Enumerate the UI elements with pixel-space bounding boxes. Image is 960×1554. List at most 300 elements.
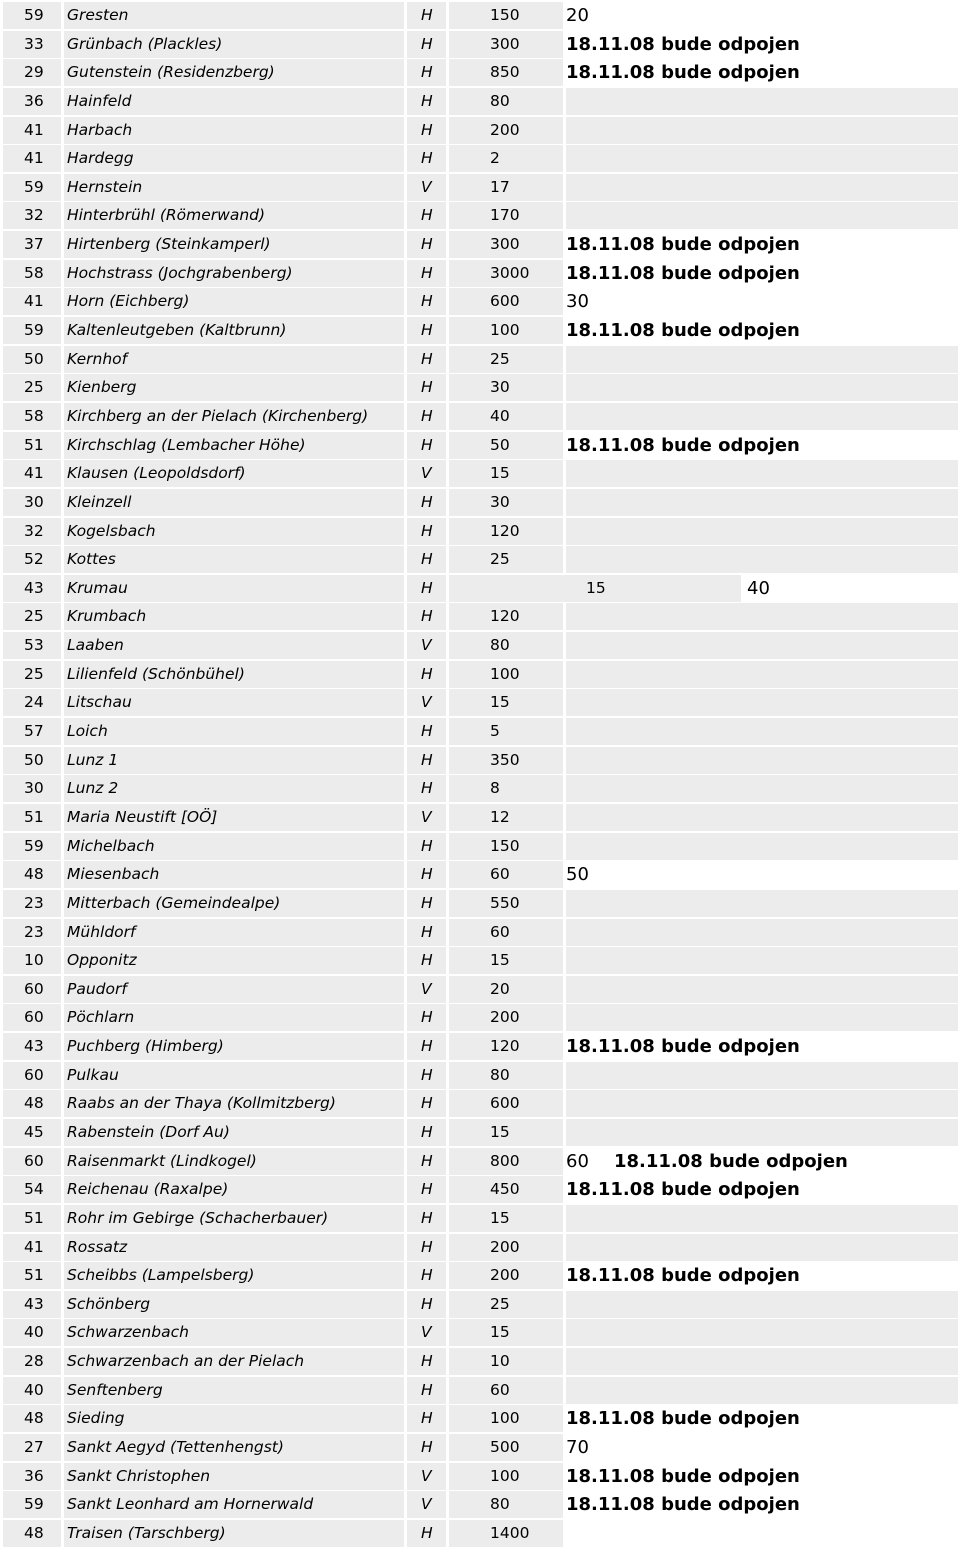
power-value: 25 — [449, 1291, 563, 1318]
polarization: V — [407, 632, 446, 659]
table-row — [3, 1291, 958, 1320]
polarization: V — [407, 1319, 446, 1346]
table-row — [3, 59, 958, 88]
polarization: H — [407, 117, 446, 144]
note-cell — [566, 88, 958, 115]
polarization: H — [407, 489, 446, 516]
table-row — [3, 145, 958, 174]
table-row — [3, 288, 958, 317]
location-name: Horn (Eichberg) — [64, 288, 404, 315]
power-value: 120 — [449, 603, 563, 630]
polarization: V — [407, 1463, 446, 1490]
table-row — [3, 1234, 958, 1263]
power-value: 100 — [449, 317, 563, 344]
power-value: 40 — [449, 403, 563, 430]
note-cell — [566, 518, 958, 545]
location-name: Michelbach — [64, 833, 404, 860]
table-row — [3, 346, 958, 375]
note-cell — [566, 346, 958, 373]
table-row — [3, 1033, 958, 1062]
polarization: H — [407, 603, 446, 630]
polarization: V — [407, 460, 446, 487]
table-row — [3, 976, 958, 1005]
power-value: 80 — [449, 1062, 563, 1089]
polarization: H — [407, 718, 446, 745]
row-number: 41 — [3, 145, 61, 172]
note-cell — [566, 202, 958, 229]
note-cell — [566, 117, 958, 144]
row-number: 29 — [3, 59, 61, 86]
row-number: 33 — [3, 31, 61, 58]
table-row — [3, 88, 958, 117]
row-number: 41 — [3, 288, 61, 315]
location-name: Traisen (Tarschberg) — [64, 1520, 404, 1547]
table-row — [3, 489, 958, 518]
polarization: H — [407, 1291, 446, 1318]
polarization: H — [407, 346, 446, 373]
polarization: H — [407, 575, 446, 602]
power-value: 15 — [449, 1319, 563, 1346]
note-cell — [566, 1520, 958, 1547]
row-number: 25 — [3, 603, 61, 630]
location-name: Kienberg — [64, 374, 404, 401]
polarization: H — [407, 59, 446, 86]
location-name: Sankt Christophen — [64, 1463, 404, 1490]
note-cell — [566, 976, 958, 1003]
row-number: 43 — [3, 575, 61, 602]
polarization: H — [407, 1405, 446, 1432]
note-cell: 18.11.08 bude odpojen — [566, 31, 958, 58]
note-cell — [566, 632, 958, 659]
location-name: Kernhof — [64, 346, 404, 373]
polarization: H — [407, 31, 446, 58]
power-value: 120 — [449, 1033, 563, 1060]
table-row — [3, 1090, 958, 1119]
note-cell: 40 — [744, 575, 958, 602]
row-number: 32 — [3, 518, 61, 545]
power-value: 10 — [449, 1348, 563, 1375]
note-cell: 70 — [566, 1434, 958, 1461]
power-value: 17 — [449, 174, 563, 201]
row-number: 37 — [3, 231, 61, 258]
power-value: 20 — [449, 976, 563, 1003]
note-cell: 18.11.08 bude odpojen — [566, 1405, 958, 1432]
row-number: 23 — [3, 919, 61, 946]
row-number: 51 — [3, 1262, 61, 1289]
table-row — [3, 603, 958, 632]
note-cell — [566, 1234, 958, 1261]
note-cell — [566, 747, 958, 774]
location-name: Gutenstein (Residenzberg) — [64, 59, 404, 86]
polarization: H — [407, 833, 446, 860]
table-row — [3, 117, 958, 146]
power-value: 50 — [449, 432, 563, 459]
power-value: 30 — [449, 489, 563, 516]
note-cell: 18.11.08 bude odpojen — [566, 59, 958, 86]
polarization: H — [407, 1377, 446, 1404]
location-name: Harbach — [64, 117, 404, 144]
power-value: 30 — [449, 374, 563, 401]
power-value: 120 — [449, 518, 563, 545]
polarization: H — [407, 1033, 446, 1060]
note-cell — [566, 1319, 958, 1346]
power-value: 25 — [449, 346, 563, 373]
polarization: H — [407, 88, 446, 115]
row-number: 60 — [3, 1062, 61, 1089]
table-row — [3, 919, 958, 948]
table-row — [3, 460, 958, 489]
polarization: H — [407, 374, 446, 401]
polarization: H — [407, 1090, 446, 1117]
polarization: H — [407, 202, 446, 229]
location-name: Raisenmarkt (Lindkogel) — [64, 1148, 404, 1175]
row-number: 41 — [3, 1234, 61, 1261]
polarization: H — [407, 1348, 446, 1375]
table-row — [3, 947, 958, 976]
table-row — [3, 1491, 958, 1520]
location-name: Pöchlarn — [64, 1004, 404, 1031]
note-cell — [566, 174, 958, 201]
row-number: 50 — [3, 747, 61, 774]
note-cell: 50 — [566, 861, 958, 888]
row-number: 59 — [3, 317, 61, 344]
table-row — [3, 575, 958, 604]
table-row — [3, 890, 958, 919]
row-number: 24 — [3, 689, 61, 716]
polarization: H — [407, 2, 446, 29]
note-cell — [566, 460, 958, 487]
location-name: Sieding — [64, 1405, 404, 1432]
note-cell: 18.11.08 bude odpojen — [566, 1176, 958, 1203]
note-cell: 18.11.08 bude odpojen — [566, 231, 958, 258]
note-cell — [566, 1348, 958, 1375]
location-name: Maria Neustift [OÖ] — [64, 804, 404, 831]
location-name: Puchberg (Himberg) — [64, 1033, 404, 1060]
table-row — [3, 174, 958, 203]
polarization: H — [407, 518, 446, 545]
polarization: H — [407, 1004, 446, 1031]
note-cell — [566, 489, 958, 516]
location-name: Opponitz — [64, 947, 404, 974]
row-number: 59 — [3, 2, 61, 29]
table-row — [3, 1348, 958, 1377]
location-name: Hernstein — [64, 174, 404, 201]
table-row — [3, 518, 958, 547]
row-number: 36 — [3, 1463, 61, 1490]
power-value: 15 — [449, 575, 741, 602]
note-cell: 18.11.08 bude odpojen — [566, 1033, 958, 1060]
location-name: Schwarzenbach an der Pielach — [64, 1348, 404, 1375]
row-number: 40 — [3, 1319, 61, 1346]
transmitter-table — [3, 2, 958, 1549]
table-row — [3, 1205, 958, 1234]
location-name: Kogelsbach — [64, 518, 404, 545]
table-row — [3, 31, 958, 60]
row-number: 58 — [3, 260, 61, 287]
note-cell — [566, 919, 958, 946]
row-number: 27 — [3, 1434, 61, 1461]
polarization: V — [407, 1491, 446, 1518]
table-row — [3, 403, 958, 432]
location-name: Litschau — [64, 689, 404, 716]
location-name: Krumau — [64, 575, 404, 602]
row-number: 28 — [3, 1348, 61, 1375]
location-name: Sankt Leonhard am Hornerwald — [64, 1491, 404, 1518]
row-number: 59 — [3, 174, 61, 201]
table-row — [3, 804, 958, 833]
table-row — [3, 546, 958, 575]
power-value: 500 — [449, 1434, 563, 1461]
polarization: H — [407, 260, 446, 287]
location-name: Rossatz — [64, 1234, 404, 1261]
row-number: 48 — [3, 1520, 61, 1547]
note-cell — [566, 1291, 958, 1318]
power-value: 200 — [449, 117, 563, 144]
table-row — [3, 1062, 958, 1091]
note-value: 60 — [566, 1150, 589, 1172]
note-cell — [566, 833, 958, 860]
power-value: 15 — [449, 947, 563, 974]
note-cell: 18.11.08 bude odpojen — [566, 432, 958, 459]
power-value: 15 — [449, 460, 563, 487]
power-value: 600 — [449, 1090, 563, 1117]
note-cell — [566, 890, 958, 917]
polarization: H — [407, 1205, 446, 1232]
note-cell — [566, 374, 958, 401]
table-row — [3, 1520, 958, 1549]
location-name: Klausen (Leopoldsdorf) — [64, 460, 404, 487]
polarization: H — [407, 432, 446, 459]
power-value: 600 — [449, 288, 563, 315]
row-number: 36 — [3, 88, 61, 115]
table-row — [3, 202, 958, 231]
row-number: 57 — [3, 718, 61, 745]
table-row — [3, 718, 958, 747]
location-name: Grünbach (Plackles) — [64, 31, 404, 58]
note-cell — [566, 1119, 958, 1146]
row-number: 48 — [3, 1090, 61, 1117]
polarization: H — [407, 919, 446, 946]
note-cell — [566, 403, 958, 430]
row-number: 41 — [3, 117, 61, 144]
polarization: H — [407, 288, 446, 315]
location-name: Hainfeld — [64, 88, 404, 115]
table-row — [3, 661, 958, 690]
table-row — [3, 833, 958, 862]
polarization: V — [407, 689, 446, 716]
power-value: 350 — [449, 747, 563, 774]
table-row — [3, 1176, 958, 1205]
location-name: Hinterbrühl (Römerwand) — [64, 202, 404, 229]
row-number: 60 — [3, 976, 61, 1003]
note-cell — [566, 1377, 958, 1404]
power-value: 150 — [449, 833, 563, 860]
polarization: H — [407, 317, 446, 344]
polarization: H — [407, 1520, 446, 1547]
table-row — [3, 1119, 958, 1148]
table-row — [3, 1434, 958, 1463]
location-name: Kaltenleutgeben (Kaltbrunn) — [64, 317, 404, 344]
polarization: H — [407, 890, 446, 917]
polarization: H — [407, 231, 446, 258]
note-cell — [566, 1062, 958, 1089]
polarization: H — [407, 1262, 446, 1289]
location-name: Kirchberg an der Pielach (Kirchenberg) — [64, 403, 404, 430]
power-value: 15 — [449, 689, 563, 716]
location-name: Kleinzell — [64, 489, 404, 516]
row-number: 52 — [3, 546, 61, 573]
row-number: 41 — [3, 460, 61, 487]
polarization: H — [407, 1434, 446, 1461]
location-name: Laaben — [64, 632, 404, 659]
location-name: Gresten — [64, 2, 404, 29]
note-cell: 30 — [566, 288, 958, 315]
note-cell — [566, 1148, 958, 1175]
polarization: H — [407, 403, 446, 430]
table-row — [3, 861, 958, 890]
location-name: Raabs an der Thaya (Kollmitzberg) — [64, 1090, 404, 1117]
power-value: 15 — [449, 1205, 563, 1232]
power-value: 850 — [449, 59, 563, 86]
power-value: 8 — [449, 775, 563, 802]
row-number: 58 — [3, 403, 61, 430]
row-number: 25 — [3, 374, 61, 401]
power-value: 200 — [449, 1004, 563, 1031]
note-cell — [566, 1090, 958, 1117]
table-row — [3, 260, 958, 289]
row-number: 48 — [3, 1405, 61, 1432]
note-cell — [566, 661, 958, 688]
row-number: 60 — [3, 1148, 61, 1175]
note-cell: 18.11.08 bude odpojen — [566, 1463, 958, 1490]
row-number: 60 — [3, 1004, 61, 1031]
note-cell: 18.11.08 bude odpojen — [566, 260, 958, 287]
table-row — [3, 1377, 958, 1406]
table-row — [3, 775, 958, 804]
table-row — [3, 747, 958, 776]
polarization: H — [407, 1176, 446, 1203]
power-value: 800 — [449, 1148, 563, 1175]
polarization: H — [407, 1119, 446, 1146]
row-number: 51 — [3, 804, 61, 831]
polarization: H — [407, 775, 446, 802]
power-value: 80 — [449, 1491, 563, 1518]
table-row — [3, 317, 958, 346]
location-name: Sankt Aegyd (Tettenhengst) — [64, 1434, 404, 1461]
polarization: V — [407, 804, 446, 831]
table-row — [3, 374, 958, 403]
row-number: 30 — [3, 489, 61, 516]
location-name: Loich — [64, 718, 404, 745]
location-name: Paudorf — [64, 976, 404, 1003]
location-name: Rohr im Gebirge (Schacherbauer) — [64, 1205, 404, 1232]
power-value: 450 — [449, 1176, 563, 1203]
row-number: 50 — [3, 346, 61, 373]
location-name: Kottes — [64, 546, 404, 573]
location-name: Pulkau — [64, 1062, 404, 1089]
power-value: 60 — [449, 1377, 563, 1404]
power-value: 60 — [449, 861, 563, 888]
location-name: Schönberg — [64, 1291, 404, 1318]
polarization: H — [407, 947, 446, 974]
table-row — [3, 1463, 958, 1492]
power-value: 25 — [449, 546, 563, 573]
table-row — [3, 689, 958, 718]
table-row — [3, 1262, 958, 1291]
table-row — [3, 2, 958, 31]
power-value: 100 — [449, 1463, 563, 1490]
power-value: 300 — [449, 231, 563, 258]
note-cell: 18.11.08 bude odpojen — [566, 1262, 958, 1289]
power-value: 1400 — [449, 1520, 563, 1547]
note-cell — [566, 1205, 958, 1232]
row-number: 51 — [3, 1205, 61, 1232]
power-value: 80 — [449, 88, 563, 115]
location-name: Senftenberg — [64, 1377, 404, 1404]
polarization: H — [407, 1148, 446, 1175]
note-cell — [566, 689, 958, 716]
row-number: 59 — [3, 833, 61, 860]
row-number: 45 — [3, 1119, 61, 1146]
note-text: 18.11.08 bude odpojen — [614, 1150, 848, 1172]
note-cell — [566, 775, 958, 802]
power-value: 170 — [449, 202, 563, 229]
row-number: 25 — [3, 661, 61, 688]
location-name: Hardegg — [64, 145, 404, 172]
row-number: 30 — [3, 775, 61, 802]
location-name: Mühldorf — [64, 919, 404, 946]
location-name: Reichenau (Raxalpe) — [64, 1176, 404, 1203]
power-value: 12 — [449, 804, 563, 831]
power-value: 150 — [449, 2, 563, 29]
table-row — [3, 1004, 958, 1033]
power-value: 100 — [449, 1405, 563, 1432]
table-row — [3, 632, 958, 661]
location-name: Hirtenberg (Steinkamperl) — [64, 231, 404, 258]
power-value: 60 — [449, 919, 563, 946]
row-number: 53 — [3, 632, 61, 659]
table-row — [3, 1405, 958, 1434]
polarization: H — [407, 861, 446, 888]
location-name: Scheibbs (Lampelsberg) — [64, 1262, 404, 1289]
power-value: 200 — [449, 1234, 563, 1261]
note-cell: 18.11.08 bude odpojen — [566, 1491, 958, 1518]
location-name: Hochstrass (Jochgrabenberg) — [64, 260, 404, 287]
polarization: V — [407, 174, 446, 201]
location-name: Krumbach — [64, 603, 404, 630]
power-value: 15 — [449, 1119, 563, 1146]
polarization: H — [407, 747, 446, 774]
polarization: H — [407, 546, 446, 573]
power-value: 3000 — [449, 260, 563, 287]
power-value: 2 — [449, 145, 563, 172]
polarization: H — [407, 145, 446, 172]
note-cell — [566, 603, 958, 630]
power-value: 80 — [449, 632, 563, 659]
table-row — [3, 1319, 958, 1348]
row-number: 10 — [3, 947, 61, 974]
note-cell — [566, 546, 958, 573]
polarization: H — [407, 1062, 446, 1089]
note-cell — [566, 804, 958, 831]
location-name: Lunz 1 — [64, 747, 404, 774]
row-number: 59 — [3, 1491, 61, 1518]
row-number: 43 — [3, 1291, 61, 1318]
note-cell — [566, 947, 958, 974]
row-number: 32 — [3, 202, 61, 229]
row-number: 51 — [3, 432, 61, 459]
note-cell — [566, 1004, 958, 1031]
